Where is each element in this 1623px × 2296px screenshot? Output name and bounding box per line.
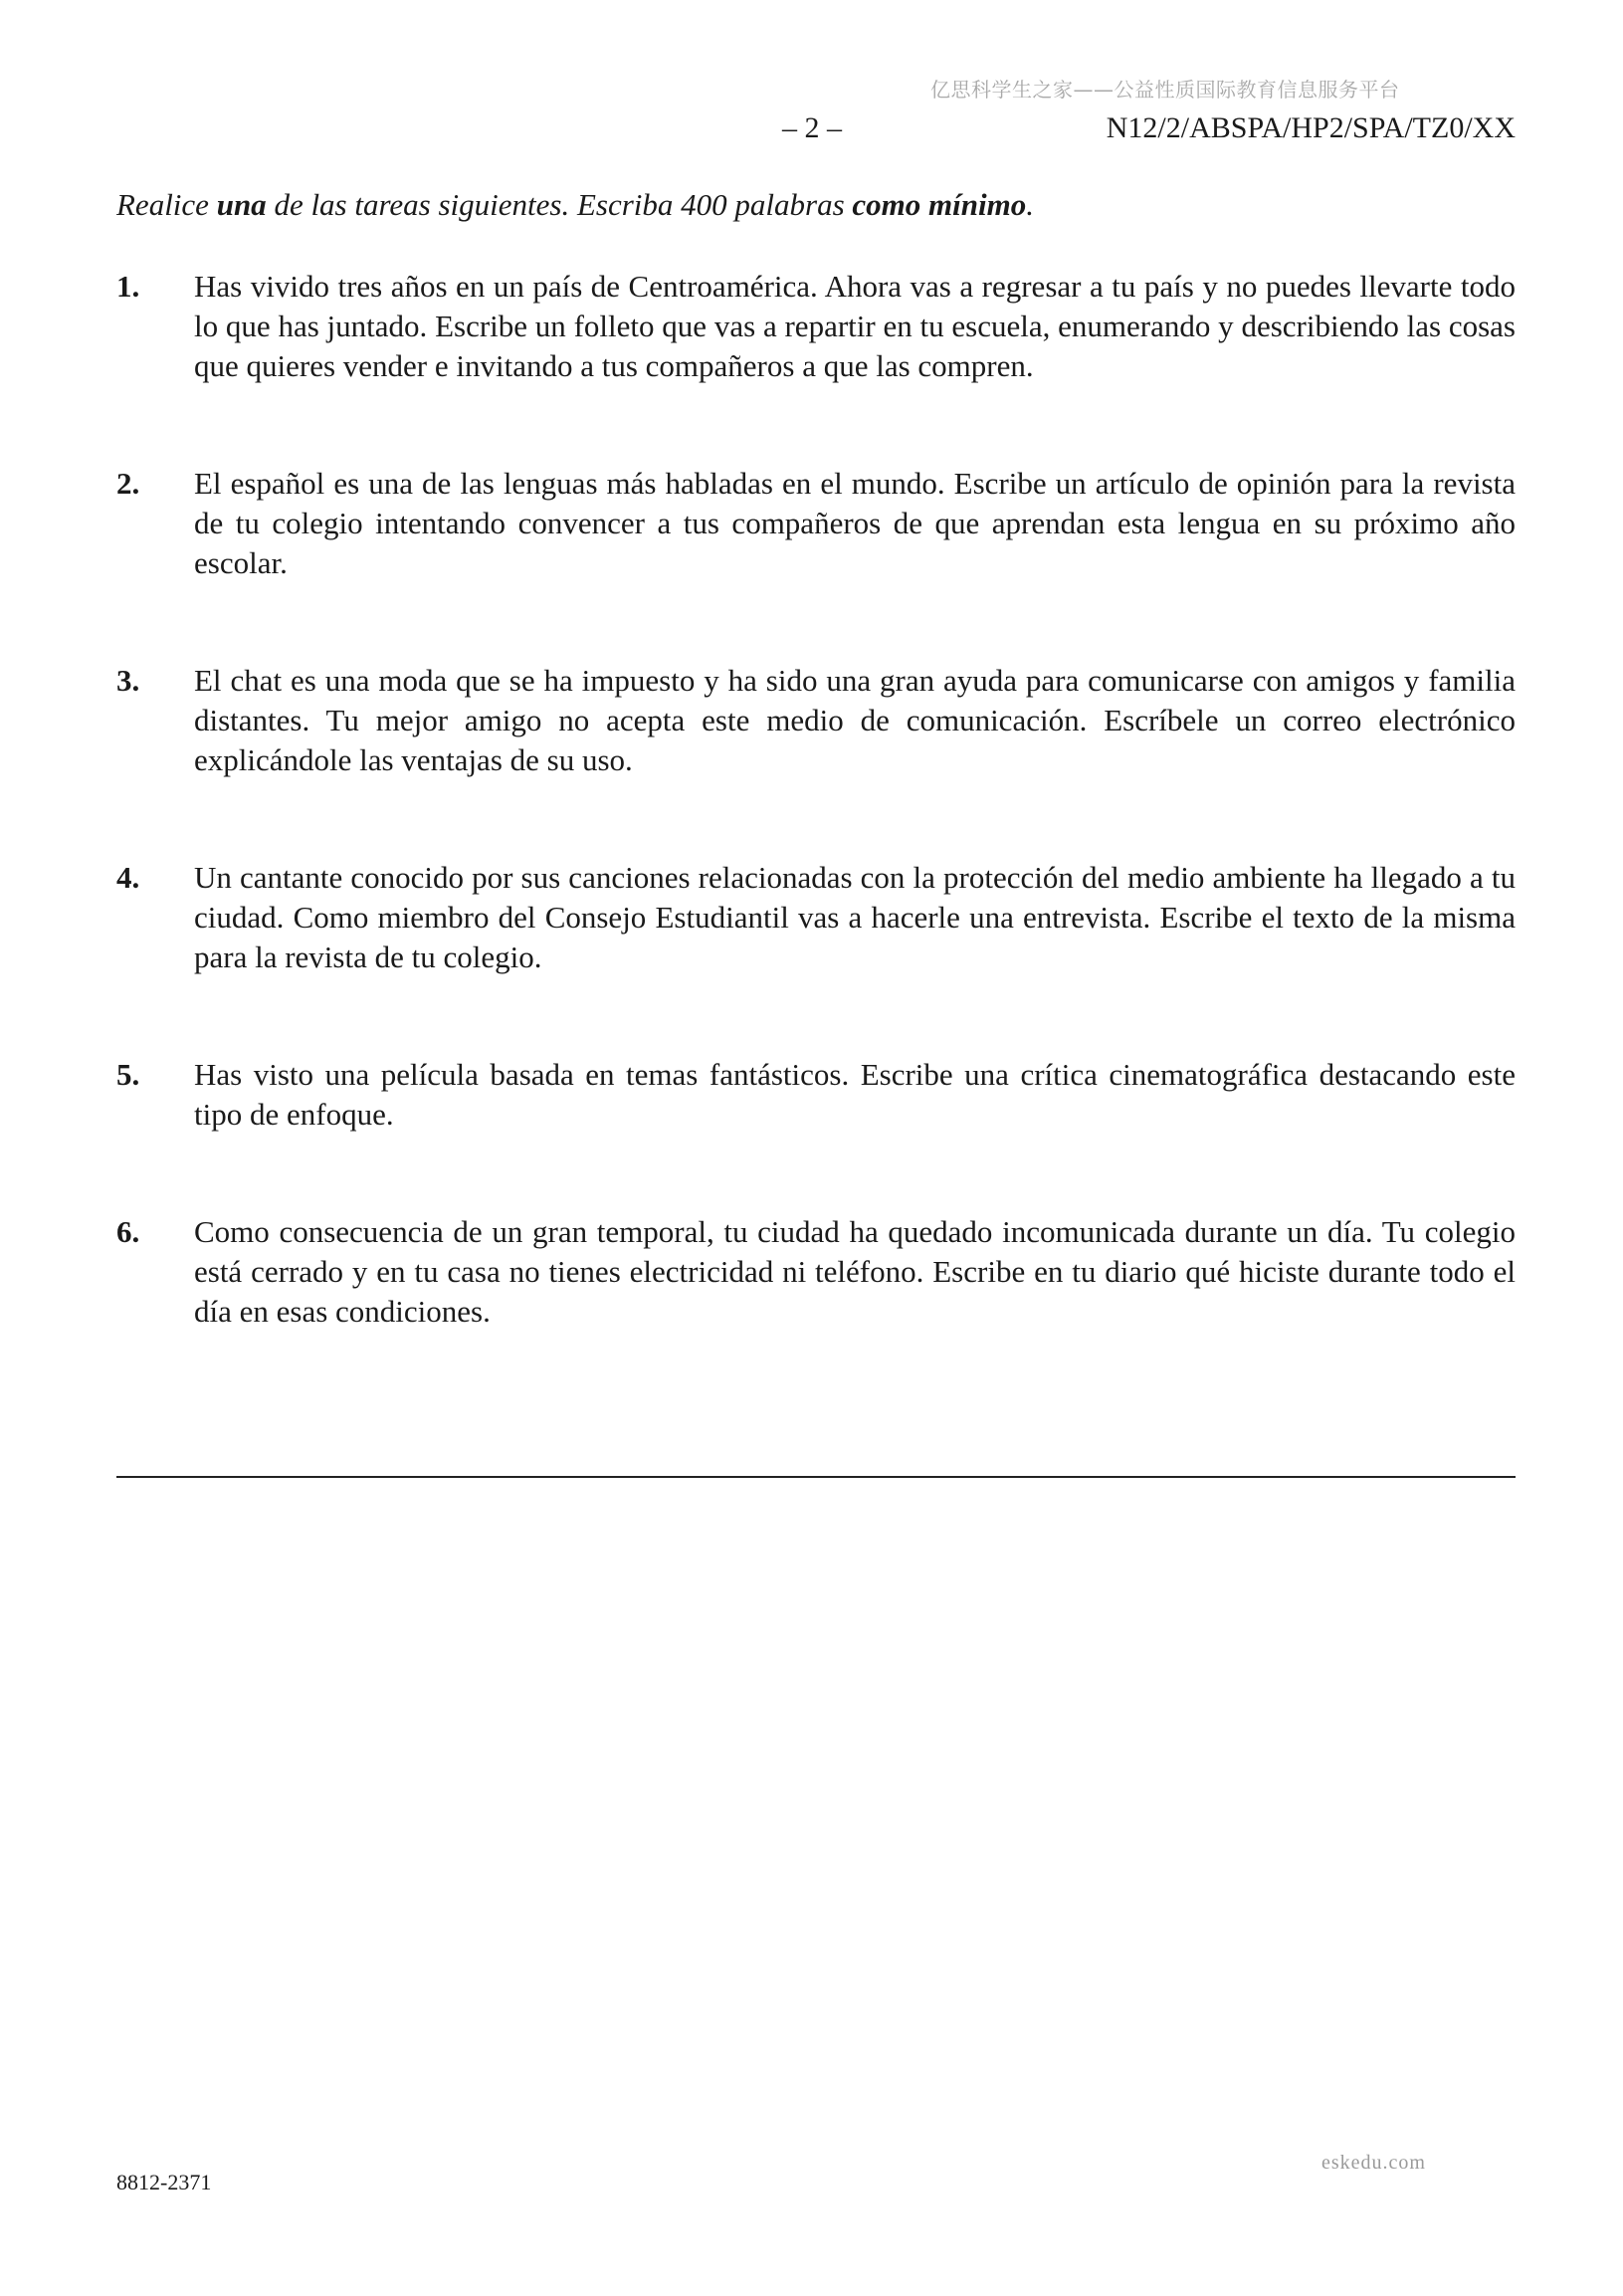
- task-item: [116, 464, 1516, 583]
- task-text: Has visto una película basada en temas fantásticos. Escribe una crítica cinematográfica destacando este tipo de enfoque.: [194, 1057, 1516, 1132]
- document-code: N12/2/ABSPA/HP2/SPA/TZ0/XX: [1106, 111, 1516, 144]
- task-number: 6.: [116, 1214, 140, 1249]
- instruction-emphasis-minimum: como mínimo: [852, 187, 1027, 222]
- task-item: [116, 661, 1516, 780]
- task-text: El chat es una moda que se ha impuesto y ha sido una gran ayuda para comunicarse con amigos y familia distantes. Tu mejor amigo no acepta este medio de comunicación. Escríbele un correo electrónico explicándole las ventajas de su uso.: [194, 663, 1516, 777]
- instruction-text-3: .: [1026, 187, 1034, 222]
- task-item: [116, 1055, 1516, 1135]
- task-text: Has vivido tres años en un país de Centroamérica. Ahora vas a regresar a tu país y no puedes llevarte todo lo que has juntado. Escribe un folleto que vas a repartir en tu escuela, enumerando y describiendo las cosas que quieres vender e invitando a tus compañeros a que las compren.: [194, 269, 1516, 383]
- task-item: [116, 858, 1516, 977]
- instruction-emphasis-una: una: [216, 187, 267, 222]
- end-of-tasks-divider: [116, 1476, 1516, 1478]
- page-number: – 2 –: [782, 111, 842, 144]
- task-item: [116, 1212, 1516, 1332]
- task-number: 2.: [116, 466, 140, 501]
- task-number: 1.: [116, 269, 140, 304]
- task-list: [116, 267, 1516, 1409]
- instruction-text-1: Realice: [116, 187, 217, 222]
- instruction-text-2: de las tareas siguientes. Escriba 400 palabras: [266, 187, 853, 222]
- instruction: [116, 187, 1034, 223]
- task-number: 3.: [116, 663, 140, 698]
- task-item: [116, 267, 1516, 386]
- header-watermark: 亿思科学生之家——公益性质国际教育信息服务平台: [930, 78, 1400, 102]
- task-text: Como consecuencia de un gran temporal, tu ciudad ha quedado incomunicada durante un día. Tu colegio está cerrado y en tu casa no tienes electricidad ni teléfono. Escribe en tu diario qué hiciste durante todo el día en esas condiciones.: [194, 1214, 1516, 1329]
- task-text: El español es una de las lenguas más habladas en el mundo. Escribe un artículo de opinión para la revista de tu colegio intentando convencer a tus compañeros de que aprendan esta lengua en su próximo año escolar.: [194, 466, 1516, 580]
- footer-code: 8812-2371: [116, 2170, 212, 2194]
- task-text: Un cantante conocido por sus canciones relacionadas con la protección del medio ambiente ha llegado a tu ciudad. Como miembro del Consejo Estudiantil vas a hacerle una entrevista. Escribe el texto de la misma para la revista de tu colegio.: [194, 860, 1516, 974]
- task-number: 4.: [116, 860, 140, 895]
- task-number: 5.: [116, 1057, 140, 1092]
- footer-watermark: eskedu.com: [1321, 2152, 1426, 2174]
